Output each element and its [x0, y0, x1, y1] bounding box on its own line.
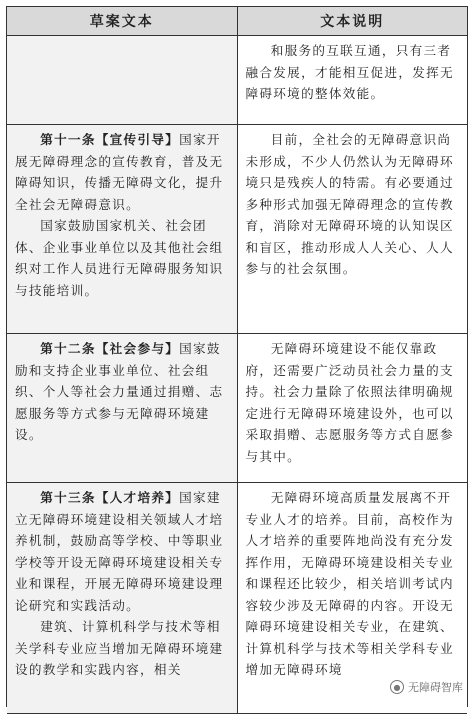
draft-cell	[7, 125, 238, 333]
article-text: 国家建立无障碍环境建设相关领域人才培养机制，鼓励高等学校、中等职业学校等开设无障碍环境建设相关专业和课程，开展无障碍环境建设理论研究和实践活动。	[15, 490, 224, 613]
header-explanation: 文本说明	[320, 14, 385, 30]
article-title: 第十二条【社会参与】	[40, 341, 180, 356]
explanation-cell	[238, 334, 468, 482]
explanation-paragraph: 无障碍环境建设不能仅靠政府，还需要广泛动员社会力量的支持。社会力量除了依照法律明确规定进行无障碍环境建设外，也可以采取捐赠、志愿服务等方式自愿参与其中。	[245, 341, 454, 464]
table-row	[7, 334, 467, 483]
article-text: 国家鼓励和支持企业事业单位、社会组织、个人等社会力量通过捐赠、志愿服务等方式参与无障碍环境建设。	[15, 341, 224, 442]
header-draft-text: 草案文本	[7, 7, 238, 35]
explanation-cell	[238, 125, 468, 333]
draft-cell	[7, 36, 238, 124]
explanation-paragraph: 和服务的互联互通，只有三者融合发展，才能相互促进，发挥无障碍环境的整体效能。	[245, 43, 454, 101]
article-paragraph	[15, 487, 231, 616]
article-text: 国家开展无障碍理念的宣传教育，普及无障碍知识，传播无障碍文化，提升全社会无障碍意识。	[15, 132, 224, 212]
article-paragraph	[15, 129, 231, 215]
article-paragraph: 建筑、计算机科学与技术等相关学科专业应当增加无障碍环境建设的教学和实践内容，相关	[15, 619, 224, 677]
explanation-paragraph: 无障碍环境高质量发展离不开专业人才的培养。目前，高校作为人才培养的重要阵地尚没有充分发挥作用，无障碍环境建设相关专业和课程还比较少，相关培训考试内容较少涉及无障碍的内容。开设无障碍环境建设相关专业，在建筑、计算机科学与技术等相关学科专业增加无障碍环境	[245, 490, 454, 677]
article-title: 第十三条【人才培养】	[40, 490, 180, 505]
wechat-icon: ●	[390, 680, 404, 694]
table-row	[7, 125, 467, 334]
explanation-paragraph: 目前，全社会的无障碍意识尚未形成，不少人仍然认为无障碍环境只是残疾人的特需。有必要通过多种形式加强无障碍理念的宣传教育，消除对无障碍环境的认知误区和盲区，推动形成人人关心、人人参与的社会氛围。	[245, 132, 454, 276]
draft-cell	[7, 334, 238, 482]
explanation-cell	[238, 36, 468, 124]
table-header	[7, 7, 467, 36]
watermark	[387, 678, 466, 696]
table-row	[7, 36, 467, 125]
article-title: 第十一条【宣传引导】	[40, 132, 180, 147]
draft-cell	[7, 483, 238, 713]
article-paragraph	[15, 338, 231, 446]
comparison-table	[6, 6, 468, 707]
watermark-text: 无障碍智库	[408, 681, 463, 694]
article-paragraph: 国家鼓励国家机关、社会团体、企业事业单位以及其他社会组织对工作人员进行无障碍服务知识与技能培训。	[15, 218, 224, 298]
